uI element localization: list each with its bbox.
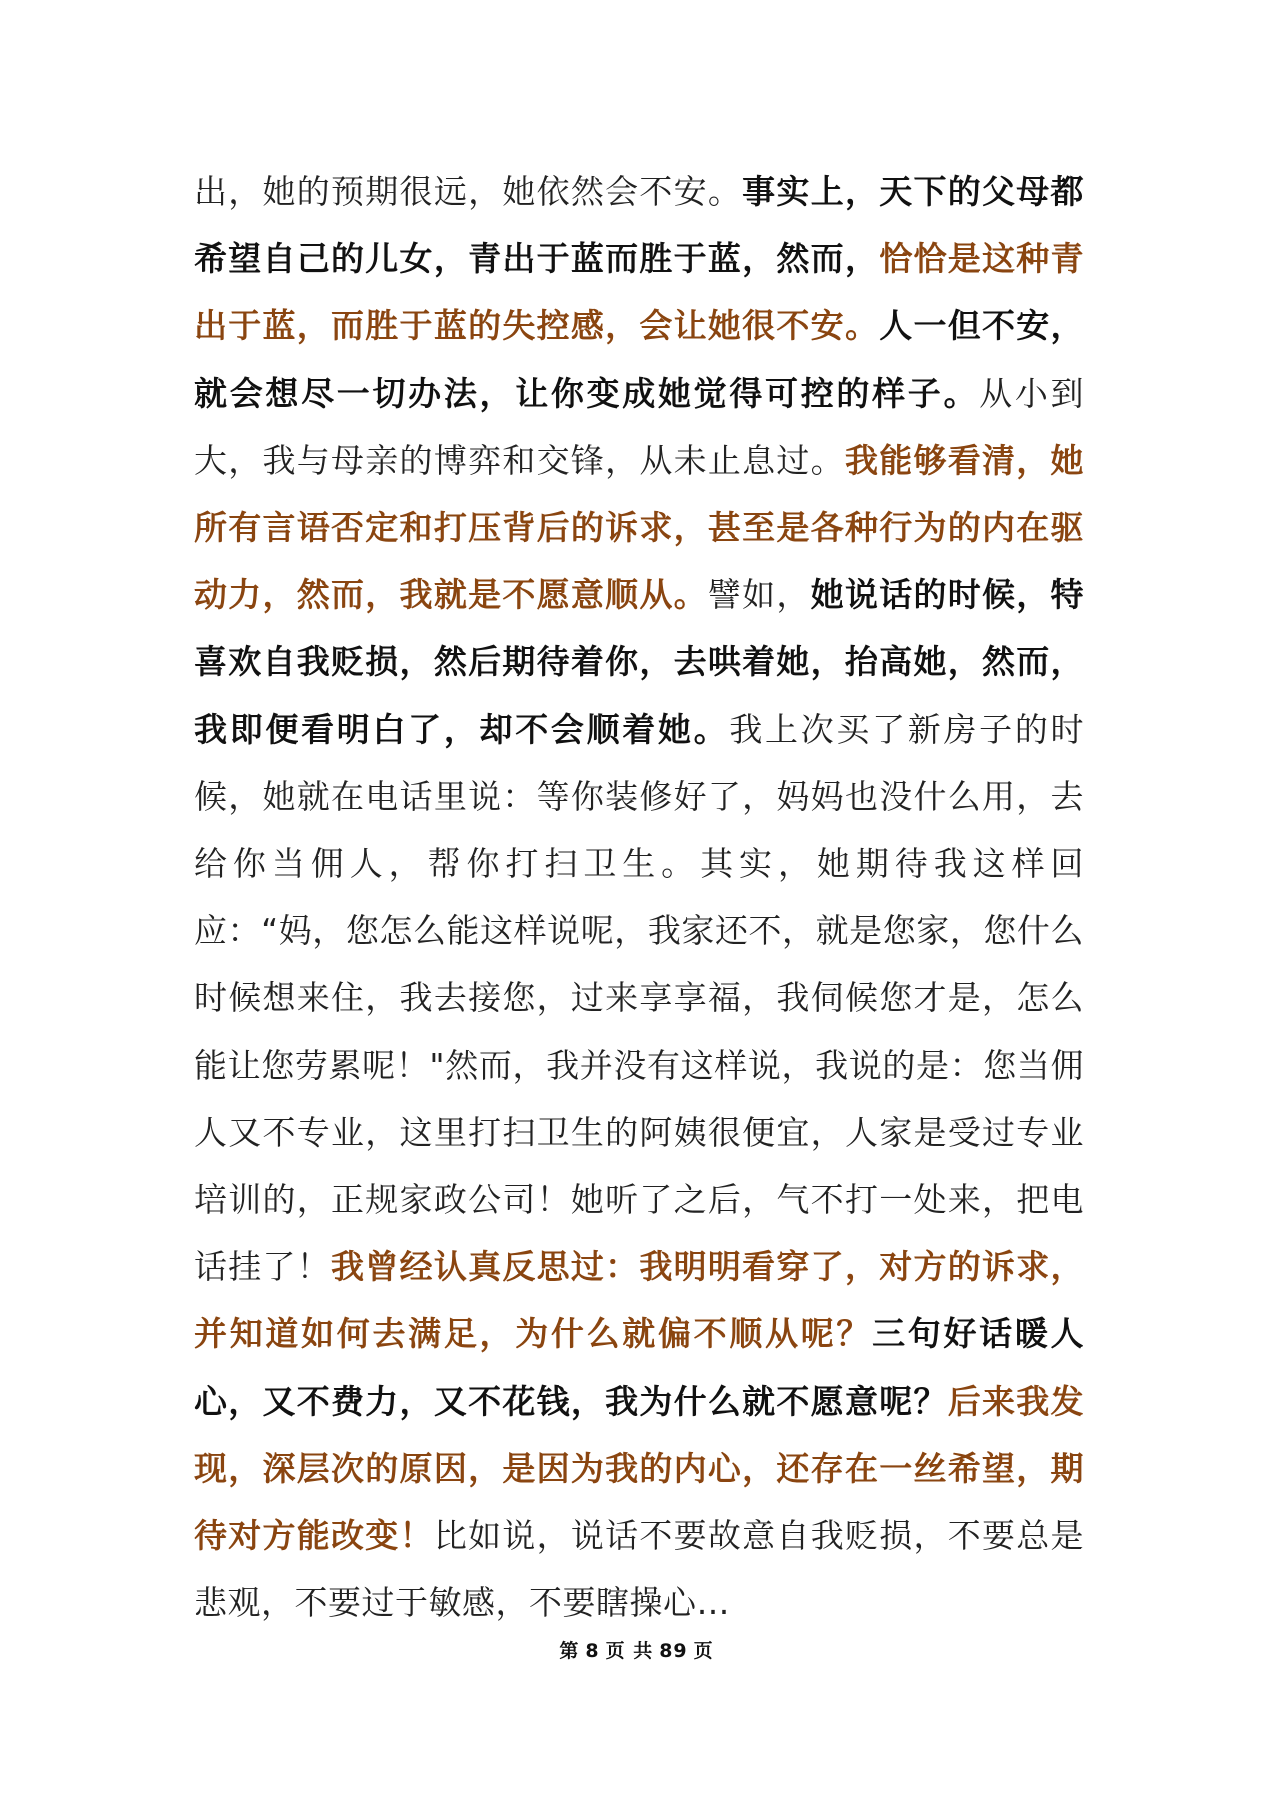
footer-suffix: 页 [693, 1640, 714, 1662]
current-page-number: 8 [585, 1640, 600, 1662]
text-segment-normal: 从小到大，我与母亲的博弈和交锋，从未止息过。 [194, 373, 1084, 480]
footer-prefix: 第 [559, 1640, 580, 1662]
text-segment-bold: 事实上，天下的父母都希望自己的儿女，青出于蓝而胜于蓝，然而， [194, 172, 1085, 279]
page-footer [0, 1636, 1273, 1663]
text-segment-normal: 比如说，说话不要故意自我贬损，不要总是悲观，不要过于敏感，不要瞎操心… [194, 1516, 1085, 1623]
total-page-count: 89 [659, 1640, 688, 1662]
text-segment-bold: 她说话的时候，特喜欢自我贬损，然后期待着你，去哄着她，抬高她，然而，我即便看明白了，却不会顺着她。 [194, 575, 1085, 749]
text-segment-bold: 三句好话暖人心，又不费力，又不花钱，我为什么就不愿意呢？ [194, 1314, 1084, 1421]
text-segment-normal: 譬如， [707, 575, 811, 615]
text-segment-highlight: 恰恰是这种青出于蓝，而胜于蓝的失控感，会让她很不安。 [194, 239, 1085, 346]
text-segment-normal: 我上次买了新房子的时候，她就在电话里说：等你装修好了，妈妈也没什么用，去给你当佣人，帮你打扫卫生。其实，她期待我这样回应：“妈，您怎么能这样说呢，我家还不，就是您家，您什么时候想来住，我去接您，过来享享福，我伺候您才是，怎么能让您劳累呢！"然而，我并没有这样说，我说的是：您当佣人又不专业，这里打扫卫生的阿姨很便宜，人家是受过专业培训的，正规家政公司！她听了之后，气不打一处来，把电话挂了！ [194, 709, 1084, 1287]
body-paragraph [194, 158, 1084, 1636]
text-segment-bold: 人一但不安，就会想尽一切办法，让你变成她觉得可控的样子。 [194, 306, 1085, 413]
text-segment-normal: 出，她的预期很远，她依然会不安。 [194, 172, 743, 211]
text-segment-highlight: 我曾经认真反思过：我明明看穿了，对方的诉求，并知道如何去满足，为什么就偏不顺从呢？ [194, 1247, 1085, 1354]
text-segment-highlight: 我能够看清，她所有言语否定和打压背后的诉求，甚至是各种行为的内在驱动力，然而，我就是不愿意顺从。 [194, 440, 1085, 615]
text-segment-highlight: 后来我发现，深层次的原因，是因为我的内心，还存在一丝希望，期待对方能改变！ [194, 1381, 1085, 1556]
footer-middle: 页 共 [605, 1640, 654, 1662]
